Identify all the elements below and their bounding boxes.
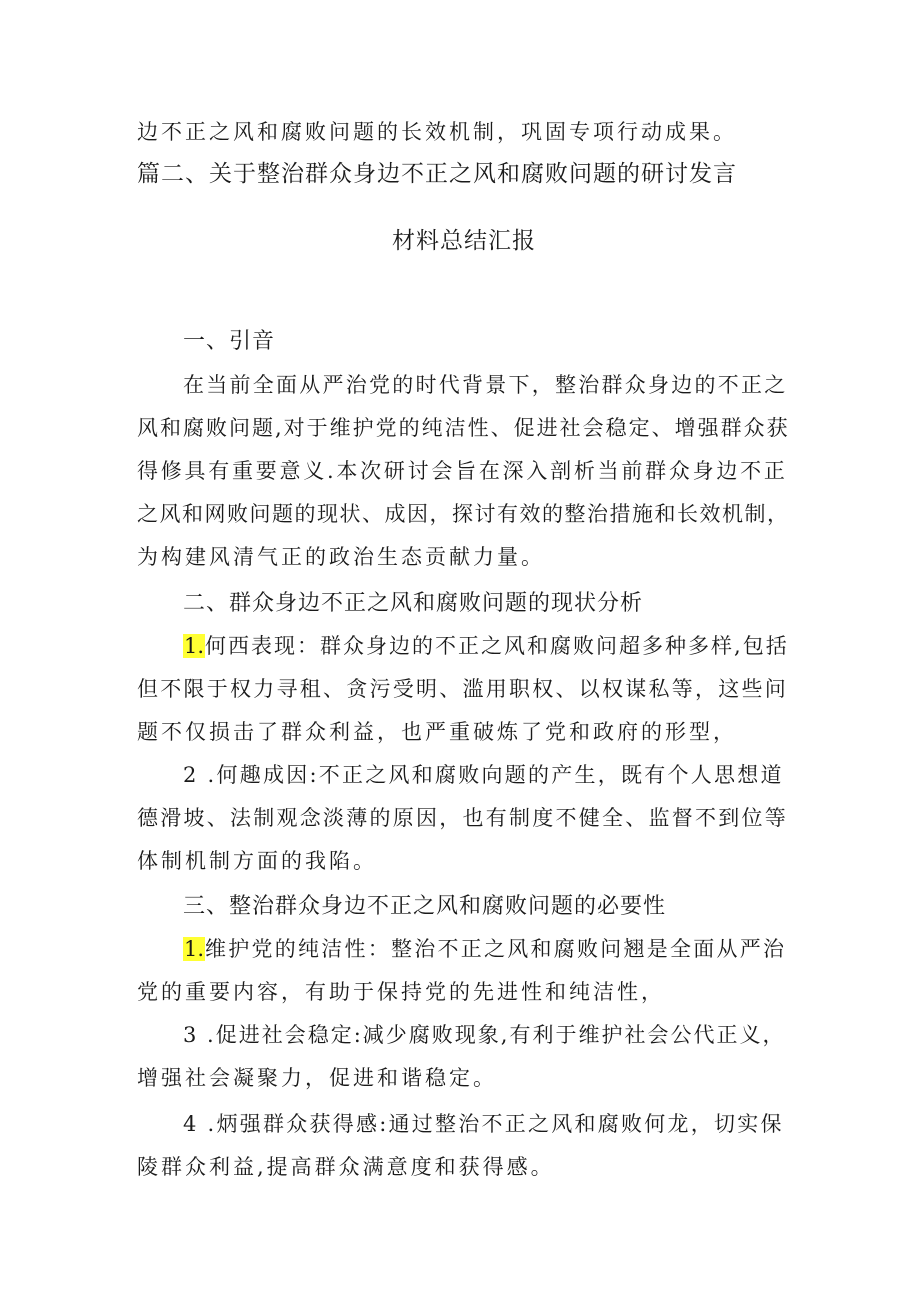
section-2-item-2: 2 .何趣成因:不正之风和腐败向题的产生，既有个人思想道 <box>183 763 784 787</box>
document-title-line-2: 材料总结汇报 <box>392 228 536 254</box>
item-text: 维护党的纯洁性：整治不正之风和腐败问翘是全面从严治 <box>205 937 787 961</box>
section-3-heading: 三、整治群众身边不正之风和腐败问题的必要性 <box>183 894 667 919</box>
section-1-line: 之风和网败问题的现状、成因，探讨有效的整治措施和长效机制， <box>137 502 790 526</box>
section-3-item-1 <box>183 935 786 963</box>
section-2-item-2-line: 德滑坡、法制观念淡薄的原因，也有制度不健全、监督不到位等 <box>137 806 788 830</box>
section-3-item-3-line: 增强社会凝聚力，促进和谐稳定。 <box>137 1066 497 1090</box>
document-title-line-1: 篇二、关于整治群众身边不正之风和腐败问题的研讨发言 <box>137 161 737 187</box>
section-3-item-1-line: 党的重要内容，有助于保持党的先进性和纯洁性， <box>137 980 665 1004</box>
section-1-line: 为构建风清气正的政治生态贡献力量。 <box>137 545 545 569</box>
section-3-item-3: 3 .促进社会稳定:减少腐败现象,有利于维护社会公代正义， <box>183 1023 786 1047</box>
highlighted-number: 1. <box>184 634 205 658</box>
section-2-item-1-line: 题不仅损击了群众利益，也严重破炼了党和政府的形型， <box>137 720 737 744</box>
highlighted-number: 1. <box>184 937 205 961</box>
section-1-line: 风和腐败问题,对于维护党的纯洁性、促进社会稳定、增强群众获 <box>137 416 790 440</box>
section-1-line: 在当前全面从严治党的时代背景下，整治群众身边的不正之 <box>183 373 788 397</box>
item-text: 何西表现：群众身边的不正之风和腐败问超多种多样,包括 <box>205 634 789 658</box>
section-1-line: 得修具有重要意义.本次研讨会旨在深入剖析当前群众身边不正 <box>137 459 788 483</box>
previous-section-tail: 边不正之风和腐败问题的长效机制，巩固专项行动成果。 <box>137 120 737 144</box>
section-2-item-2-line: 体制机制方面的我陷。 <box>137 849 377 873</box>
section-2-heading: 二、群众身边不正之风和腐败问题的现状分析 <box>183 591 644 616</box>
section-3-item-4: 4 .炳强群众获得感:通过整治不正之风和腐败何龙，切实保 <box>183 1112 784 1136</box>
section-2-item-1-line: 但不限于权力寻租、贪污受明、滥用职权、以权谋私等，这些问 <box>137 677 788 701</box>
section-2-item-1 <box>183 632 789 660</box>
section-3-item-4-line: 陵群众利益,提高群众满意度和获得感。 <box>137 1155 555 1179</box>
section-1-heading: 一、引音 <box>183 329 276 354</box>
